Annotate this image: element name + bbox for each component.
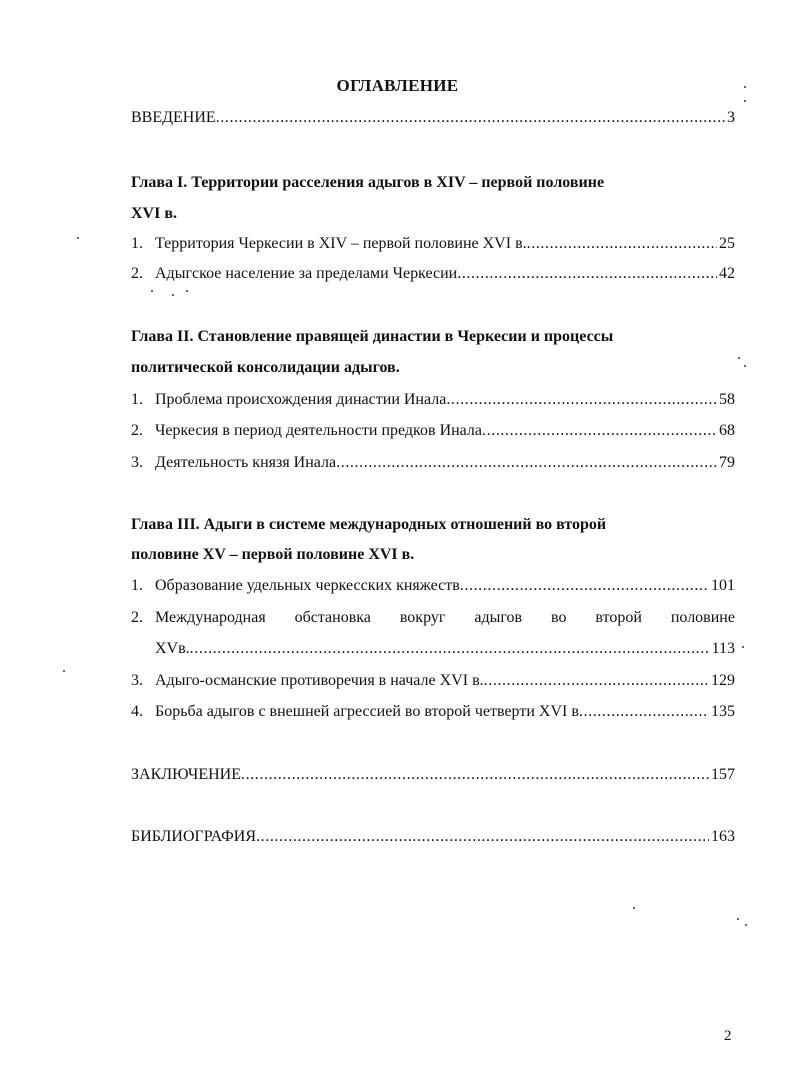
label-word: во bbox=[551, 609, 567, 626]
scan-speck bbox=[744, 365, 746, 367]
scan-speck bbox=[742, 646, 744, 648]
toc-entry-label: Адыгское население за пределами Черкесии bbox=[155, 265, 458, 282]
chapter-2-heading-cont[interactable]: политической консолидации адыгов. bbox=[131, 359, 400, 376]
scan-speck bbox=[63, 670, 65, 672]
toc-entry-intro[interactable] bbox=[131, 108, 735, 128]
leader-dots bbox=[460, 576, 709, 596]
section-number: 1. bbox=[131, 577, 143, 594]
toc-entry-3-2[interactable] bbox=[131, 608, 735, 628]
toc-entry-1-1[interactable] bbox=[131, 234, 735, 254]
toc-entry-page: 129 bbox=[711, 672, 735, 689]
scan-speck bbox=[744, 100, 746, 102]
label-word: обстановка bbox=[294, 609, 371, 626]
label-word: второй bbox=[595, 609, 642, 626]
toc-entry-label: Проблема происхождения династии Инала bbox=[155, 391, 447, 408]
section-number: 4. bbox=[131, 703, 143, 720]
chapter-1-heading-cont[interactable]: XVI в. bbox=[131, 205, 177, 222]
label-word: вокруг bbox=[399, 609, 446, 626]
scan-speck bbox=[745, 924, 747, 926]
scan-speck bbox=[77, 237, 79, 239]
toc-title: ОГЛАВЛЕНИЕ bbox=[336, 76, 459, 95]
toc-entry-3-3[interactable] bbox=[131, 671, 735, 691]
toc-entry-page: 58 bbox=[719, 391, 735, 408]
toc-entry-page: 113 bbox=[711, 640, 735, 657]
chapter-2-heading[interactable]: Глава II. Становление правящей династии в Черкесии и процессы bbox=[131, 328, 614, 345]
section-number: 2. bbox=[131, 422, 143, 439]
leader-dots bbox=[256, 827, 709, 847]
scan-speck bbox=[738, 357, 740, 359]
toc-entry-bibliography[interactable] bbox=[131, 827, 735, 847]
toc-entry-label: Адыго-османские противоречия в начале XVI в. bbox=[155, 672, 484, 689]
leader-dots bbox=[527, 234, 717, 254]
toc-entry-label: Образование удельных черкесских княжеств bbox=[155, 577, 460, 594]
toc-entry-label: XVв. bbox=[155, 640, 190, 657]
section-number: 3. bbox=[131, 672, 143, 689]
leader-dots bbox=[446, 390, 717, 410]
toc-entry-page: 163 bbox=[711, 828, 735, 845]
toc-entry-3-1[interactable] bbox=[131, 576, 735, 596]
toc-entry-page: 101 bbox=[711, 577, 735, 594]
leader-dots bbox=[241, 765, 709, 785]
label-word: половине bbox=[670, 609, 735, 626]
scan-speck bbox=[737, 918, 739, 920]
toc-entry-label-justified bbox=[155, 608, 735, 628]
scan-speck bbox=[151, 290, 153, 292]
toc-entry-page: 68 bbox=[719, 422, 735, 439]
leader-dots bbox=[336, 453, 717, 473]
toc-entry-3-2-cont[interactable] bbox=[155, 639, 735, 659]
toc-entry-2-2[interactable] bbox=[131, 421, 735, 441]
scan-speck bbox=[172, 294, 174, 296]
leader-dots bbox=[457, 264, 717, 284]
leader-dots bbox=[484, 671, 709, 691]
label-word: адыгов bbox=[474, 609, 523, 626]
toc-entry-label: Деятельность князя Инала bbox=[155, 454, 337, 471]
leader-dots bbox=[190, 639, 710, 659]
page-number: 2 bbox=[724, 1028, 732, 1044]
scan-speck bbox=[744, 86, 746, 88]
toc-entry-page: 79 bbox=[719, 454, 735, 471]
leader-dots bbox=[482, 421, 717, 441]
leader-dots bbox=[579, 702, 709, 722]
chapter-1-heading[interactable]: Глава I. Территории расселения адыгов в XIV – первой половине bbox=[131, 174, 605, 191]
toc-entry-page: 135 bbox=[711, 703, 735, 720]
toc-entry-page: 3 bbox=[727, 109, 735, 126]
leader-dots bbox=[216, 108, 725, 128]
toc-entry-2-1[interactable] bbox=[131, 390, 735, 410]
section-number: 2. bbox=[131, 265, 143, 282]
scan-speck bbox=[633, 907, 635, 909]
toc-entry-page: 42 bbox=[719, 265, 735, 282]
chapter-3-heading[interactable]: Глава III. Адыги в системе международных отношений во второй bbox=[131, 516, 607, 533]
section-number: 3. bbox=[131, 454, 143, 471]
toc-entry-3-4[interactable] bbox=[131, 702, 735, 722]
toc-entry-label: ЗАКЛЮЧЕНИЕ bbox=[131, 766, 241, 783]
toc-entry-page: 25 bbox=[719, 235, 735, 252]
chapter-3-heading-cont[interactable]: половине XV – первой половине XVI в. bbox=[131, 546, 415, 563]
toc-entry-1-2[interactable] bbox=[131, 264, 735, 284]
toc-entry-page: 157 bbox=[711, 766, 735, 783]
label-word: Международная bbox=[155, 609, 266, 626]
toc-entry-conclusion[interactable] bbox=[131, 765, 735, 785]
toc-entry-label: БИБЛИОГРАФИЯ bbox=[131, 828, 257, 845]
scan-speck bbox=[186, 290, 188, 292]
section-number: 1. bbox=[131, 235, 143, 252]
section-number: 2. bbox=[131, 609, 143, 626]
toc-entry-label: Черкесия в период деятельности предков Инала bbox=[155, 422, 483, 439]
toc-entry-label: ВВЕДЕНИЕ bbox=[131, 109, 216, 126]
toc-entry-label: Территория Черкесии в XIV – первой половине XVI в. bbox=[155, 235, 527, 252]
section-number: 1. bbox=[131, 391, 143, 408]
toc-entry-label: Борьба адыгов с внешней агрессией во второй четверти XVI в bbox=[155, 703, 579, 720]
toc-entry-2-3[interactable] bbox=[131, 453, 735, 473]
